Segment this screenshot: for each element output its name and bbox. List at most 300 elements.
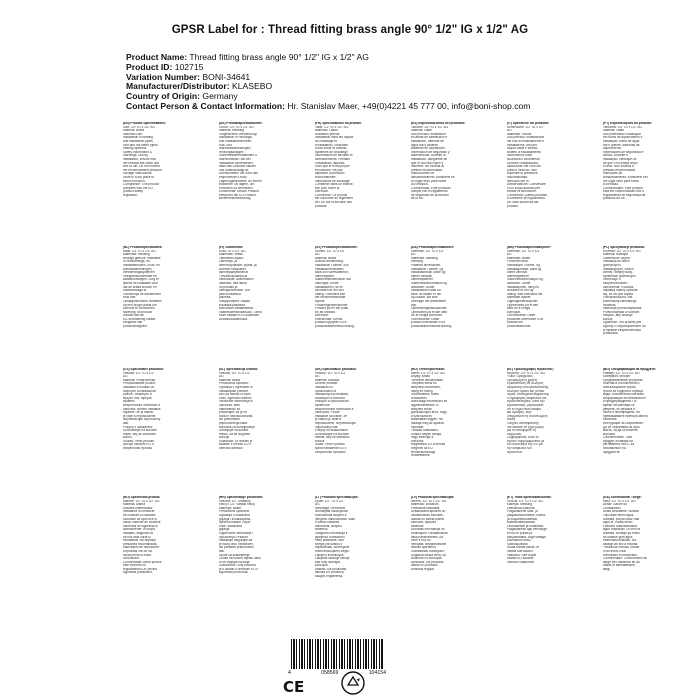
spec-language-block: [315, 496, 405, 620]
spec-line: Conformité: Ce produit: [315, 193, 348, 197]
spec-line: място, за да се избегне: [603, 429, 638, 433]
spec-line: ohutuse määrusele.: [507, 560, 535, 564]
spec-line: je vlákno je čisté a: [315, 418, 342, 422]
spec-line: korozji.: [603, 317, 614, 321]
spec-line: tijdens de installatie voor: [123, 281, 158, 285]
spec-line: Material: Brass: [123, 129, 145, 133]
spec-language-block: [123, 122, 213, 240]
spec-line: opozorila: Med: [219, 403, 240, 407]
spec-line: rendeletének.: [411, 454, 431, 458]
spec-heading: (EN) Product Specifications:: [123, 122, 167, 125]
spec-line: Ettenähtud kasutus:: [507, 506, 536, 510]
spec-line: regulamento de segurança de: [603, 193, 646, 197]
spec-line: Chustaiméirí: [603, 506, 621, 510]
spec-line: skladen z uredbo EU o: [219, 443, 252, 447]
spec-line: rendszerek: [411, 396, 427, 400]
spec-line: AG: [219, 375, 224, 379]
spec-line: Installation i värme- och: [315, 263, 349, 267]
spec-line: Overschrijd de aanbevolen: [123, 292, 161, 296]
spec-line: Vaatimustenmukaisuus: Tämä: [219, 310, 262, 314]
spec-line: време на монтажа се: [603, 403, 635, 407]
spec-line: messing: [411, 260, 423, 264]
spec-line: Veiligheidsinformatie en: [123, 274, 157, 278]
spec-line: Dydis: 1/2 " IG x 1/2 ": [315, 499, 346, 503]
spec-line: presiunea recomandată.: [123, 542, 158, 546]
spec-line: инсталационни тръби,: [603, 385, 637, 389]
spec-line: maidir le sábháilteacht: [603, 564, 635, 568]
spec-line: προϊόντων.: [507, 450, 524, 454]
spec-line: Medžiaga: Lemonelis: [315, 506, 346, 510]
spec-language-block: [315, 368, 405, 490]
spec-line: Materijal: Baker: [219, 506, 242, 510]
spec-line: küttesüsteemidesse: [507, 521, 536, 525]
spec-line: Uchovávejte na suchém: [123, 429, 158, 433]
spec-line: druk niet.: [123, 296, 137, 300]
spec-line: chladných a horúcich: [315, 396, 345, 400]
spec-line: tuote vastaa EU:n tuotteiden: [219, 314, 260, 318]
spec-line: Materiale: Messing: [411, 256, 438, 260]
spec-line: Warnhinweise: Bei der: [219, 157, 251, 161]
spec-line: Πληροφορίες ασφαλείας και: [507, 396, 547, 400]
spec-line: Durante l'installazione,: [507, 161, 539, 165]
spec-line: Installation sicherstellen,: [219, 161, 254, 165]
spec-heading: (FI) Tuotetiedot:: [219, 246, 244, 249]
spec-line: agus Rabhaidh: Le linn na: [603, 528, 641, 532]
spec-line: Lagerungshinweise: An einem: [219, 179, 262, 183]
spec-line: Materjal: Messing: [507, 503, 532, 507]
spec-line: indemne. No exceda la: [411, 165, 444, 169]
spec-line: produtos da UE.: [603, 197, 627, 201]
spec-line: agus te, córais téimh: [603, 521, 633, 525]
spec-line: налягане.: [603, 418, 618, 422]
spec-line: Conformidade: Este produto: [603, 186, 643, 190]
spec-line: creimeadh a sheachaint.: [603, 553, 638, 557]
spec-line: tlak.: [219, 549, 225, 553]
spec-language-block: [123, 246, 213, 362]
spec-line: otopných a instalačních: [123, 389, 157, 393]
spec-line: Монтаж в отоплителни и: [603, 382, 640, 386]
spec-line: systémoch: [315, 403, 331, 407]
spec-line: Información de seguridad y: [411, 150, 450, 154]
spec-line: de chauffage et: [315, 139, 337, 143]
spec-line: ofarlig. Överskrid inte: [315, 292, 346, 296]
spec-line: fria e quente, sistemas de: [603, 143, 640, 147]
spec-line: brīdinājumi: Uzstādīšanas: [411, 531, 448, 535]
spec-line: verwarmingssystemen: [123, 271, 155, 275]
spec-line: тръби за студена и гореща: [603, 389, 643, 393]
spec-line: Matériau: Laiton: [315, 129, 338, 133]
spec-line: Sigurnosne informacije i: [219, 531, 254, 535]
spec-line: προϊόν συμμορφώνεται με: [507, 439, 545, 443]
spec-line: acqua calda e fredda,: [507, 147, 538, 151]
spec-line: вода, отоплителни системи: [603, 393, 644, 397]
spec-line: free of dirt. Do not exceed: [123, 165, 160, 169]
spec-line: värmesystem: [315, 274, 334, 278]
spec-line: πίεση.: [507, 418, 516, 422]
spec-line: чиста и неповредена. Не: [603, 411, 640, 415]
spec-language-block: [315, 122, 405, 240]
info-value: 102715: [174, 61, 204, 72]
spec-line: advarsler: Under: [411, 285, 435, 289]
spec-line: εγκατάσταση, βεβαιωθείτε: [507, 403, 544, 407]
spec-line: Velikost: 1/2" IG x 1/2": [123, 371, 155, 375]
spec-line: sicherheitsverordnung.: [219, 197, 252, 201]
spec-line: un lugar seco para evitar: [411, 179, 447, 183]
spec-line: θέρμανσης και εγκατάστασης,: [507, 385, 550, 389]
spec-line: saugos reglamentą.: [315, 575, 343, 579]
spec-line: и предупреждения: По: [603, 400, 637, 404]
spec-heading: (NL) Productspecificaties:: [123, 246, 163, 249]
spec-line: dépasser la pression: [315, 172, 345, 176]
spec-language-block: [219, 368, 309, 490]
spec-line: Predvidena uporaba:: [219, 382, 249, 386]
spec-line: teplých vod, topných: [123, 396, 153, 400]
spec-line: splňuje nařízení EU o: [123, 443, 154, 447]
spec-line: uscat pentru a evita: [123, 553, 151, 557]
info-row: [126, 53, 686, 63]
spec-line: korroosion välttämiseksi.: [219, 307, 254, 311]
spec-line: Vgradnja v ogrevalne in: [219, 385, 253, 389]
spec-line: presión recomendada.: [411, 168, 443, 172]
spec-line: Informations de sécurité et: [315, 154, 353, 158]
spec-line: agua fría y caliente,: [411, 143, 439, 147]
spec-line: advertencias: Durante la: [411, 154, 446, 158]
spec-line: Zamierzone użycie:: [603, 256, 631, 260]
spec-line: produits.: [315, 204, 328, 208]
spec-line: que el hilo sea limpio y: [411, 161, 444, 165]
spec-line: Laikykite sausoje vietoje,: [315, 557, 351, 561]
spec-line: produkt overholder EU's: [411, 321, 446, 325]
spec-line: cold and hot water pipes,: [123, 143, 159, 147]
spec-heading: (GA) Sonraíochtaí Táirge:: [603, 496, 642, 499]
spec-line: waarschuwingen: Zorg er: [123, 278, 159, 282]
spec-line: Safety Information &: [123, 150, 152, 154]
spec-line: ieteikto spiedienu.: [411, 546, 437, 550]
spec-line: Rozmiar: 1/2" IG x 1/2" AG: [603, 249, 641, 253]
spec-line: je čisté a nepoškozené.: [123, 414, 157, 418]
spec-line: armazenamento: Armazene em: [603, 175, 648, 179]
spec-line: Velikost: 1/2" IG x 1/2": [219, 371, 251, 375]
spec-line: systémů: [123, 400, 135, 404]
spec-line: sistēmās: [411, 524, 424, 528]
spec-language-block: [603, 246, 693, 362]
spec-line: Soulad: Tento produkt: [123, 439, 154, 443]
spec-line: produktów.: [603, 332, 619, 336]
spec-line: e ileso. Não exceda a: [603, 165, 634, 169]
spec-line: Vorgesehene Verwendung:: [219, 132, 258, 136]
spec-line: Zgodność: Ten produkt jest: [603, 321, 642, 325]
spec-line: assicurarsi che il filo sia: [507, 165, 541, 169]
spec-line: d'installation, conduites: [315, 143, 348, 147]
spec-line: Sikkerhetsinformasjon og: [507, 278, 543, 282]
spec-line: προειδοποιήσεις: Κατά την: [507, 400, 545, 404]
spec-line: zgodny z rozporządzeniem UE: [603, 325, 647, 329]
spec-line: Bezpečnostní informace a: [123, 403, 160, 407]
spec-line: AG: [315, 375, 320, 379]
spec-line: Opslaginstructies: Bewaren: [123, 299, 162, 303]
spec-line: varování: Během instalace: [123, 407, 161, 411]
spec-line: installasjonen, sørg for: [507, 285, 540, 289]
spec-line: Инструкции за съхранение:: [603, 421, 644, 425]
spec-line: aukstā un karstā ūdens: [411, 517, 444, 521]
spec-language-block: [507, 496, 597, 620]
spec-line: Méid: 1/2 "IG x 1/2" AG: [603, 499, 636, 503]
spec-line: Heizungsanlagen: [219, 150, 244, 154]
spec-line: Lämmitys- ja: [219, 260, 238, 264]
spec-line: in un luogo asciutto per: [507, 186, 540, 190]
spec-line: Säilitusjuhised:: [507, 542, 529, 546]
spec-line: Storage Instructions:: [123, 172, 153, 176]
spec-line: EU-verordening inzake: [123, 317, 156, 321]
spec-line: превишавайте препоръчаното: [603, 414, 648, 418]
spec-line: nepoškodené. Neprekračujte: [315, 421, 356, 425]
spec-line: Installasjon i varme- og: [507, 263, 540, 267]
spec-line: Telepítés fűtési és: [411, 382, 437, 386]
spec-language-block: [507, 368, 597, 490]
spec-heading: (ES) Especificaciones del producto:: [411, 122, 466, 125]
info-label: Variation Number:: [126, 71, 201, 82]
spec-line: anbefalte trykket.: [507, 296, 532, 300]
spec-line: megfelel az EU: [411, 447, 433, 451]
spec-language-block: [315, 246, 405, 362]
spec-line: de l'UE sur la sécurité des: [315, 201, 352, 205]
spec-line: Størrelse: 1/2" IG x 1/2": [507, 249, 541, 253]
spec-line: installasjonsrør, kaldt og: [507, 267, 542, 271]
spec-line: warmwaterleidingen,: [123, 267, 153, 271]
spec-language-block: [507, 122, 597, 240]
spec-line: Warnings: During: [123, 154, 148, 158]
spec-line: varoitukset: Asennuksen: [219, 278, 254, 282]
spec-line: asennusputkiset, kylmä- ja: [219, 263, 257, 267]
spec-line: Pokyny na skladovanie:: [315, 429, 349, 433]
spec-line: installation, ensure that: [123, 157, 156, 161]
spec-language-block: [219, 246, 309, 362]
spec-line: ja soojaveetorudesse,: [507, 517, 539, 521]
spec-line: cevi za hladno in toplo: [219, 393, 251, 397]
spec-heading: (SK) Špecifikácie produktu:: [315, 368, 357, 371]
spec-line: conservazione: Conservare: [507, 183, 546, 187]
spec-line: telepítés során: [411, 407, 432, 411]
spec-line: on puhdas ja: [219, 285, 238, 289]
spec-line: product safety: [123, 190, 144, 194]
info-label: Manufacturer/Distributor:: [126, 81, 230, 92]
spec-heading: (HU) Termékjellemzők:: [411, 368, 446, 371]
spec-line: Informazioni sulla: [507, 154, 532, 158]
spec-line: korróziót.: [411, 439, 425, 443]
spec-line: está em conformidade com o: [603, 190, 645, 194]
spec-line: Ne prelazite preporučeni: [219, 546, 254, 550]
spec-language-block: [411, 496, 501, 620]
spec-line: dat de draad schoon en: [123, 285, 157, 289]
spec-line: Izmērs: 1/2" IG x 1/2" AG: [411, 499, 447, 503]
spec-line: korózii.: [315, 439, 326, 443]
spec-line: Compliance: This product: [123, 183, 160, 187]
spec-heading: (ET) Toote spetsifikatsioonid:: [507, 496, 552, 499]
spec-line: pressão recomendada.: [603, 168, 636, 172]
spec-line: Förvara på en torr plats: [315, 307, 349, 311]
info-label: Country of Origin:: [126, 91, 200, 102]
spec-heading: (DE) Produktspezifikationen:: [219, 122, 263, 125]
spec-line: grijanja: [219, 528, 230, 532]
spec-line: Turvallisuustiedot ja: [219, 274, 248, 278]
spec-line: sistemas de calefacción: [411, 147, 445, 151]
spec-line: vältida korrosiooni.: [507, 549, 534, 553]
spec-line: Paigaldamine küte- ja: [507, 510, 538, 514]
spec-line: Размер: 1/2" IG x 1/2" AG: [603, 371, 640, 375]
spec-line: i nieuszkodzona. Nie: [603, 296, 633, 300]
spec-line: Biztonsági információk és: [411, 400, 448, 404]
spec-line: Μέγεθος: 1/2" IG x 1/2" AG: [507, 371, 545, 375]
spec-line: instalacijske predore,: [219, 389, 249, 393]
spec-line: produkt uppfyller EU:s: [315, 321, 347, 325]
spec-line: produktsikkerhet.: [507, 325, 532, 329]
spec-line: Installation dans les tuyaux: [315, 136, 354, 140]
spec-line: Comhlíonadh: Comhlíonann an: [603, 557, 648, 561]
barcode-digits-left: 058569: [321, 670, 339, 676]
spec-line: безопасност на: [603, 447, 626, 451]
spec-line: Paredzētā lietošana:: [411, 506, 441, 510]
spec-line: sistemi di riscaldamento: [507, 150, 542, 154]
spec-line: Předpokládané použití:: [123, 382, 156, 386]
spec-line: d'eau froide et chaude,: [315, 147, 348, 151]
spec-line: ostrzeżenia: Podczas: [603, 285, 634, 289]
spec-line: Koko: IG x 1/2" AG: [219, 249, 246, 253]
spec-line: Konformität: Dieses Produkt: [219, 190, 259, 194]
spec-line: AG: [123, 375, 128, 379]
spec-line: Beoogd gebruik: Installatie: [123, 256, 161, 260]
spec-line: in áit thirim chun: [603, 549, 627, 553]
spec-line: Информация за безопасност: [603, 396, 646, 400]
spec-line: corrosion.: [315, 190, 329, 194]
spec-line: entspricht der EU-Produkt-: [219, 193, 257, 197]
spec-line: kad būtų išvengta: [315, 560, 340, 564]
spec-line: sistemos: [315, 528, 328, 532]
spec-line: Forventet bruk:: [507, 260, 529, 264]
spec-line: că firul este curat și: [123, 535, 151, 539]
spec-line: an snáithe glan agus: [603, 535, 633, 539]
spec-line: Informacje o: [603, 278, 621, 282]
spec-line: įspėjimai: Montavimo: [315, 535, 345, 539]
spec-language-block: [603, 122, 693, 240]
spec-line: nei tubi di riscaldamento e: [507, 139, 545, 143]
spec-line: Συμμόρφωση: Αυτό το: [507, 436, 539, 440]
spec-line: Opbevares på et tørt sted: [411, 310, 448, 314]
spec-line: gondoskodjon arról, hogy: [411, 411, 447, 415]
spec-line: Sicherheitsinformationen &: [219, 154, 258, 158]
spec-line: overstige det anbefalede: [411, 299, 446, 303]
spec-line: figyelmeztetések: A: [411, 403, 439, 407]
spec-line: Atitiktis: Šis produktas: [315, 567, 347, 571]
spec-line: Material: Latón: [411, 129, 433, 133]
spec-line: korozi.: [123, 436, 133, 440]
info-value: Germany: [202, 91, 238, 102]
spec-line: varmesystemer: [507, 274, 529, 278]
spec-line: Materiál: Mosadz: [315, 378, 340, 382]
spec-line: atbilst ES produktu: [411, 564, 438, 568]
spec-line: čista in nepoškodovana.: [219, 414, 254, 418]
spec-line: Vastavus: See toode: [507, 553, 537, 557]
spec-line: Montavimas šildymo ir: [315, 513, 347, 517]
spec-line: de seguridad de productos: [411, 193, 449, 197]
spec-line: įrengimo vamzdžiuose, šalto: [315, 517, 356, 521]
spec-line: νερού, συστήματα θέρμανσης: [507, 393, 550, 397]
spec-line: Conformità: Questo prodotto: [507, 193, 548, 197]
spec-line: instalación, tuberías de: [411, 139, 444, 143]
spec-line: varme vandrør,: [411, 274, 433, 278]
spec-line: AG: [507, 253, 512, 257]
spec-line: την ασφάλεια των: [507, 447, 532, 451]
spec-line: und Installationsrohren,: [219, 139, 253, 143]
spec-line: Lagringsinstruksjoner:: [507, 299, 539, 303]
spec-line: Efterlevnad: Denna: [315, 317, 343, 321]
spec-line: izvairītos no korozijas.: [411, 557, 443, 561]
spec-line: drošības regulai.: [411, 567, 435, 571]
spec-line: AG: [315, 503, 320, 507]
spec-line: sted for å unngå: [507, 307, 531, 311]
spec-line: Úsáid Beartaithe: Suiteáil: [603, 510, 639, 514]
spec-language-block: [411, 122, 501, 240]
spec-line: για να αποφύγετε τη: [507, 429, 536, 433]
spec-line: complies with the EU: [123, 186, 153, 190]
spec-line: Megfelelés: Ez a termék: [411, 443, 446, 447]
spec-line: regulamentul UE privind: [123, 567, 158, 571]
spec-line: Przechowywać w suchym: [603, 310, 640, 314]
spec-line: Installation i varme- og: [411, 267, 444, 271]
spec-line: Conformitate: Acest produs: [123, 560, 162, 564]
spec-line: tryk.: [411, 303, 418, 307]
spec-line: siguranța produselor.: [123, 571, 153, 575]
specifications-grid: [123, 122, 700, 627]
spec-line: Materiale: Brass: [507, 256, 531, 260]
spec-line: Varnostne informacije in: [219, 400, 253, 404]
info-row: [126, 102, 686, 112]
spec-line: Instalarea în conducte: [123, 510, 155, 514]
spec-line: ότι το νήμα είναι καθαρό: [507, 407, 542, 411]
spec-line: varmista, että lanka: [219, 281, 247, 285]
spec-line: υπερβαίνετε τη συνιστώμενη: [507, 414, 548, 418]
spec-line: Conformidad: Este producto: [411, 186, 451, 190]
spec-line: Instalace a montáž do: [123, 385, 155, 389]
spec-line: регламента на ЕС за: [603, 443, 635, 447]
spec-heading: (PT) Especificações do produto:: [603, 122, 652, 125]
spec-line: at tråden er ren og: [507, 289, 534, 293]
spec-line: Προοριζόμενη χρήση:: [507, 378, 538, 382]
spec-heading: (SV) Produktspecifikationer:: [315, 246, 358, 249]
spec-line: Material: Latão: [603, 129, 625, 133]
spec-line: je navoj čist i neoštećen.: [219, 542, 254, 546]
spec-line: forskrift om: [507, 321, 523, 325]
spec-line: Tervezett felhasználás:: [411, 378, 444, 382]
spec-line: um lugar seco para evitar: [603, 179, 639, 183]
spec-heading: (EL) Προδιαγραφές προϊόντος:: [507, 368, 555, 371]
spec-line: instalacji należy upewnić: [603, 289, 638, 293]
product-info-block: [126, 53, 686, 112]
spec-line: Predviđena upotreba:: [219, 510, 250, 514]
spec-line: Veličina: 1/2" unutarnji: [219, 499, 251, 503]
spec-line: neamhdhíobhálach. Ná: [603, 539, 636, 543]
spec-line: miejscu, aby uniknąć: [603, 314, 633, 318]
spec-line: namestitvijo se: [219, 407, 241, 411]
spec-line: σωλήνες κρύου και ζεστού: [507, 389, 545, 393]
spec-line: suiteála, cinntigh go bhfuil: [603, 531, 640, 535]
spec-line: este conform cu: [123, 564, 146, 568]
barcode-bars: [291, 639, 383, 669]
spec-line: vamzdžiai, šildymo: [315, 524, 342, 528]
spec-line: atitinka ES produktų: [315, 571, 344, 575]
spec-line: sec pour éviter la: [315, 186, 340, 190]
spec-line: heating systems: [123, 147, 147, 151]
spec-line: installationsrør, kolde og: [411, 271, 446, 275]
